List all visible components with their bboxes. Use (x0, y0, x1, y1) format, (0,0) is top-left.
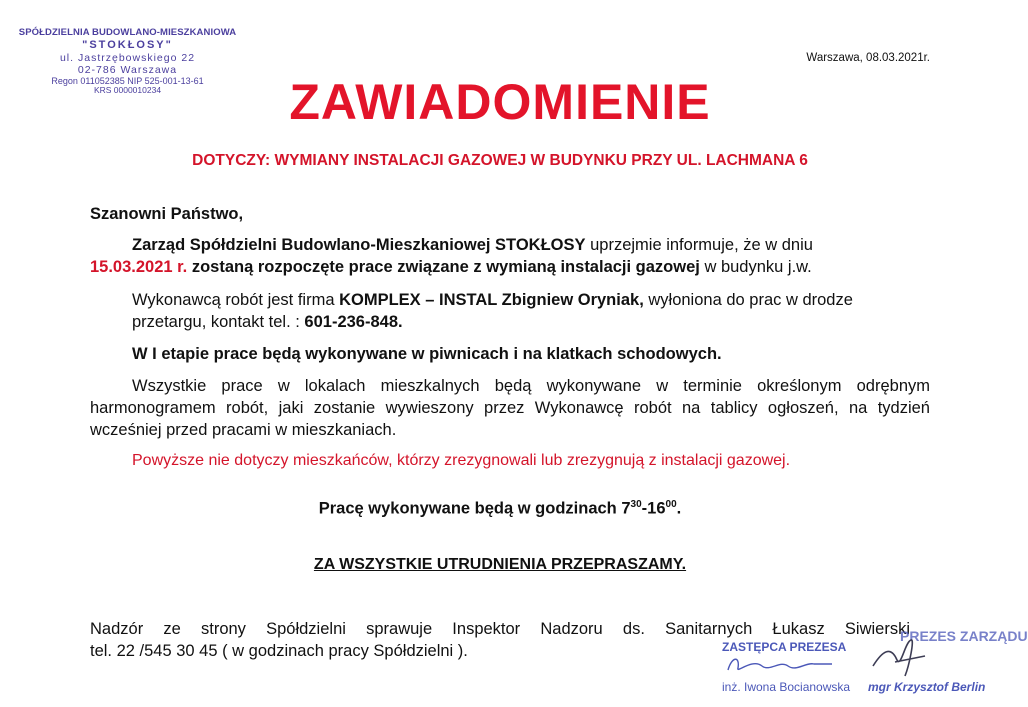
stage-info: W I etapie prace będą wykonywane w piwnicach i na klatkach schodowych. (132, 345, 722, 363)
stamp-line: Regon 011052385 NIP 525-001-13-61 (51, 75, 204, 86)
stamp-line: SPÓŁDZIELNIA BUDOWLANO-MIESZKANIOWA (18, 27, 237, 38)
hours-end: . (676, 499, 682, 518)
contractor-phone: 601-236-848. (304, 313, 403, 331)
document-title: ZAWIADOMIENIE (289, 74, 711, 130)
p2-text: Wykonawcą robót jest firma (132, 291, 340, 309)
document-subject: DOTYCZY: WYMIANY INSTALACJI GAZOWEJ W BUDYNKU PRZY UL. LACHMANA 6 (192, 152, 808, 169)
apology: ZA WSZYSTKIE UTRUDNIENIA PRZEPRASZAMY. (313, 556, 687, 573)
paragraph-exception (90, 450, 930, 472)
paragraph-stage (90, 343, 930, 365)
board-name-signature: mgr Krzysztof Berlin (868, 680, 986, 694)
stamp-line: 02-786 Warszawa (77, 63, 178, 76)
deputy-signature (722, 650, 842, 678)
p2-text-2: wyłoniona do prac w drodze przetargu, kontakt tel. : (132, 291, 853, 331)
paragraph-contractor (90, 289, 930, 333)
supervision-line: Nadzór ze strony Spółdzielni sprawuje Inspektor Nadzoru ds. Sanitarnych Łukasz Siwierski (90, 620, 910, 638)
board-name: Zarząd Spółdzielni Budowlano-Mieszkaniowej STOKŁOSY (132, 236, 586, 254)
schedule-text: Wszystkie prace w lokalach mieszkalnych będą wykonywane w terminie określonym odrębnym harmonogramem robót, jaki zostanie wywieszony przez Wykonawcę robót na tablicy ogłoszeń, na tydzień wcześniej przed pracami w mieszkaniach. (90, 377, 930, 439)
paragraph-schedule (90, 375, 930, 441)
start-date: 15.03.2021 r. (90, 258, 188, 276)
hours-end-min: 00 (665, 499, 677, 510)
board-signature (865, 632, 935, 682)
contractor-name: KOMPLEX – INSTAL Zbigniew Oryniak, (339, 291, 644, 309)
deputy-title: ZASTĘPCA PREZESA (722, 640, 847, 654)
board-title: PREZES ZARZĄDU (900, 628, 1028, 644)
hours-text: Pracę wykonywane będą w godzinach 7 (318, 499, 631, 518)
p1-text: uprzejmie informuje, że w dniu (585, 236, 813, 254)
p1-text-end: w budynku j.w. (699, 258, 812, 276)
hours-start-min: 30 (630, 499, 642, 510)
greeting: Szanowni Państwo, (90, 205, 244, 223)
supervision-phone: tel. 22 /545 30 45 ( w godzinach pracy Spółdzielni ). (90, 642, 468, 660)
deputy-name: inż. Iwona Bocianowska (722, 680, 851, 694)
stamp-line: "STOKŁOSY" (82, 38, 173, 51)
place-date: Warszawa, 08.03.2021r. (806, 52, 930, 64)
stamp-line: KRS 0000010234 (93, 85, 162, 96)
paragraph-start-date (90, 234, 930, 278)
work-hours (0, 499, 1000, 519)
hours-dash: -16 (641, 499, 666, 518)
stamp-line: ul. Jastrzębowskiego 22 (59, 51, 196, 64)
p1-works: zostaną rozpoczęte prace związane z wymianą instalacji gazowej (187, 258, 700, 276)
exception-text: Powyższe nie dotyczy mieszkańców, którzy zrezygnowali lub zrezygnują z instalacji gazowej. (132, 452, 791, 469)
